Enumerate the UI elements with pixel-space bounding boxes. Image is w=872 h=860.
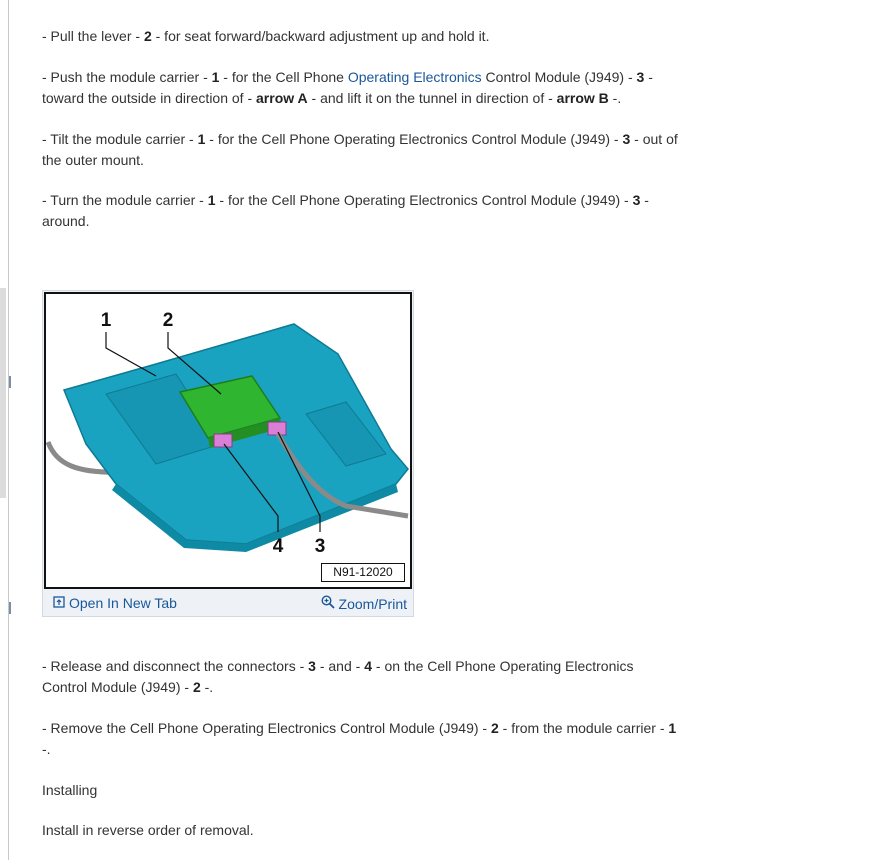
step-push-carrier: - Push the module carrier - 1 - for the Cell Phone Operating Electronics Control Module (J949) - 3 - toward the outside in direction of - arrow A - and lift it on the tunnel in direction of - arrow B -. [42,69,653,106]
figure-image[interactable] [44,292,412,589]
left-marker [9,376,11,388]
connector-3 [268,422,286,435]
connector-4 [214,434,232,447]
open-new-tab-label: Open In New Tab [69,595,177,611]
operating-electronics-link[interactable]: Operating Electronics [347,69,482,85]
install-instruction: Install in reverse order of removal. [42,822,254,838]
callout-1: 1 [100,310,112,331]
step-remove-module: - Remove the Cell Phone Operating Electronics Control Module (J949) - 2 - from the module carrier - 1 -. [42,720,677,757]
step-pull-lever: - Pull the lever - 2 - for seat forward/backward adjustment up and hold it. [42,28,490,44]
callout-3: 3 [314,536,326,557]
step-tilt-carrier: - Tilt the module carrier - 1 - for the Cell Phone Operating Electronics Control Module (J949) - 3 - out of the outer mount. [42,131,678,168]
zoom-print-button[interactable] [321,595,407,612]
open-new-tab-button[interactable] [53,595,177,611]
step-turn-carrier: - Turn the module carrier - 1 - for the Cell Phone Operating Electronics Control Module (J949) - 3 - around. [42,192,649,229]
callout-4: 4 [272,536,284,557]
figure-toolbar [43,591,413,617]
zoom-print-label: Zoom/Print [338,595,407,612]
step-disconnect-connectors: - Release and disconnect the connectors - 3 - and - 4 - on the Cell Phone Operating Electronics Control Module (J949) - 2 -. [42,658,634,695]
figure-id: N91-12020 [321,563,405,582]
left-border [8,0,9,860]
callout-2: 2 [162,310,174,331]
open-tab-icon [53,595,65,611]
installing-heading: Installing [42,782,98,798]
zoom-icon [321,595,335,612]
figure-container [42,290,414,617]
left-marker [9,602,11,614]
left-scrollbar[interactable] [0,288,6,498]
